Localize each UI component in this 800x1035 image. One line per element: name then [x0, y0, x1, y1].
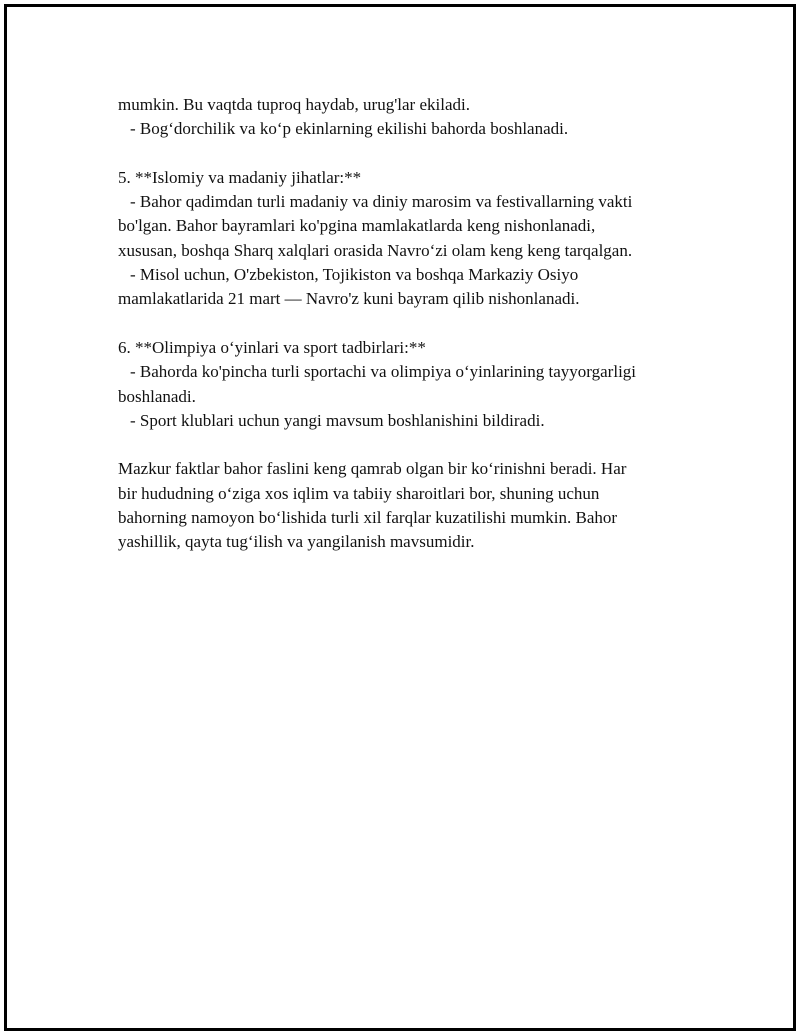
paragraph-line: boshlanadi.	[118, 386, 196, 406]
bullet-line: - Bahor qadimdan turli madaniy va diniy marosim va festivallarning vakti	[130, 192, 633, 212]
conclusion-line: yashillik, qayta tug‘ilish va yangilanish mavsumidir.	[118, 532, 475, 552]
conclusion-line: Mazkur faktlar bahor faslini keng qamrab olgan bir ko‘rinishni beradi. Har	[118, 459, 627, 479]
section-heading: 6. **Olimpiya o‘yinlari va sport tadbirlari:**	[118, 337, 426, 357]
paragraph-line: bo'lgan. Bahor bayramlari ko'pgina mamlakatlarda keng nishonlanadi,	[118, 216, 596, 236]
document-body	[118, 93, 718, 555]
section-heading: 5. **Islomiy va madaniy jihatlar:**	[118, 167, 362, 187]
conclusion-line: bir hududning o‘ziga xos iqlim va tabiiy sharoitlari bor, shuning uchun	[118, 483, 600, 503]
paragraph-spacer	[118, 142, 718, 166]
paragraph-line: mamlakatlarida 21 mart — Navro'z kuni bayram qilib nishonlanadi.	[118, 289, 580, 309]
bullet-line: - Bahorda ko'pincha turli sportachi va olimpiya o‘yinlarining tayyorgarligi	[130, 362, 637, 382]
paragraph-spacer	[118, 312, 718, 336]
paragraph-line: mumkin. Bu vaqtda tuproq haydab, urug'lar ekiladi.	[118, 95, 470, 114]
bullet-line: - Sport klublari uchun yangi mavsum boshlanishini bildiradi.	[130, 410, 545, 430]
bullet-line: - Bog‘dorchilik va ko‘p ekinlarning ekilishi bahorda boshlanadi.	[130, 119, 569, 139]
paragraph-spacer	[118, 433, 718, 457]
bullet-line: - Misol uchun, O'zbekiston, Tojikiston va boshqa Markaziy Osiyo	[130, 265, 579, 285]
conclusion-line: bahorning namoyon bo‘lishida turli xil farqlar kuzatilishi mumkin. Bahor	[118, 508, 618, 528]
paragraph-line: xususan, boshqa Sharq xalqlari orasida Navro‘zi olam keng keng tarqalgan.	[118, 240, 633, 260]
